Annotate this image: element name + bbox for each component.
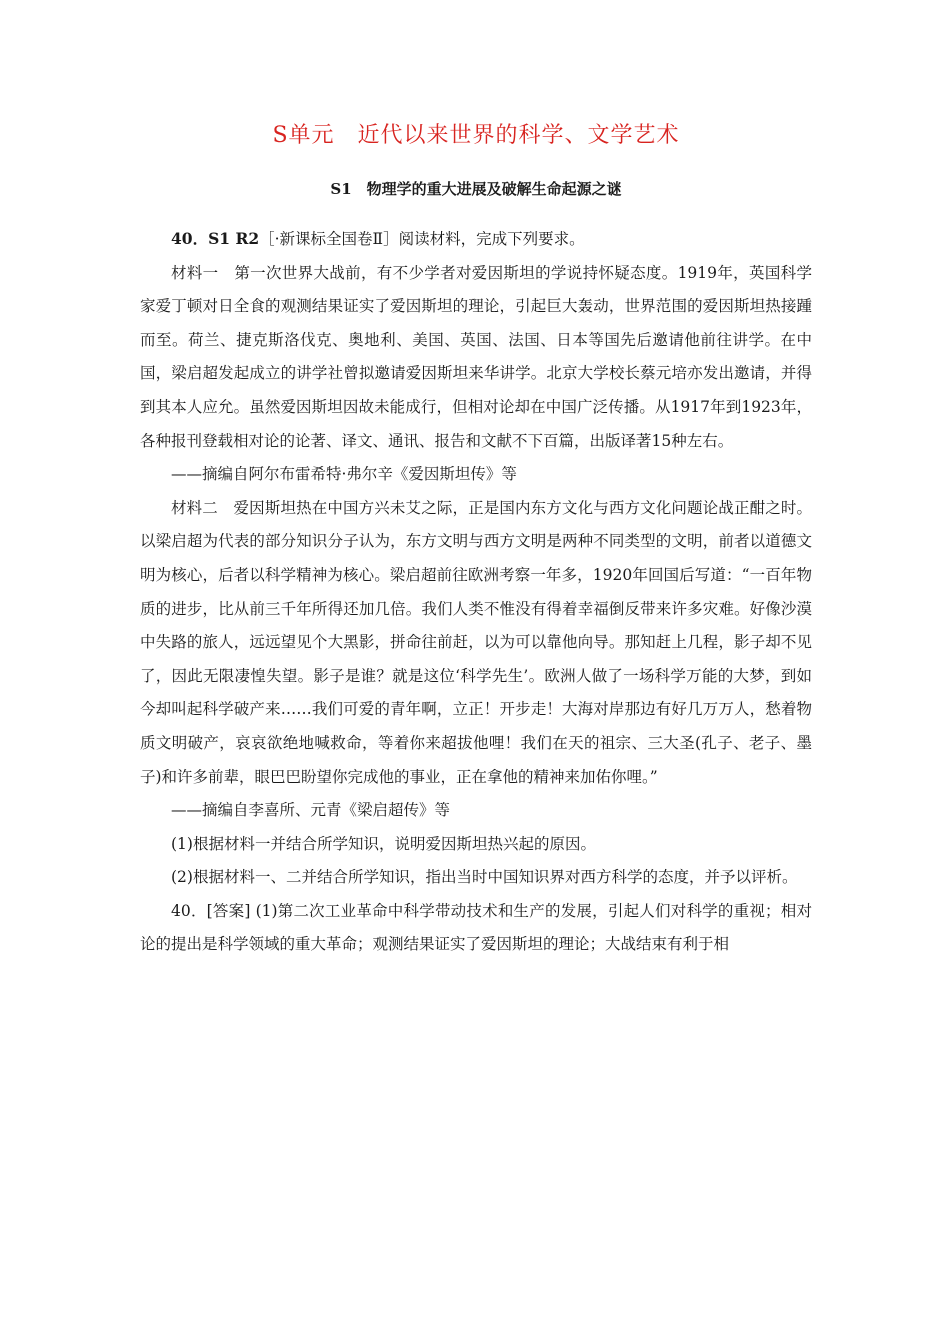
material-two-source: ——摘编自李喜所、元青《梁启超传》等 xyxy=(171,801,451,820)
document-body xyxy=(140,222,812,962)
question-instruction: 阅读材料，完成下列要求。 xyxy=(398,230,585,248)
material-two-text: 材料二 爱因斯坦热在中国方兴未艾之际，正是国内东方文化与西方文化问题论战正酣之时。以梁启超为代表的部分知识分子认为，东方文明与西方文明是两种不同类型的文明，前者以道德文明为核心，后者以科学精神为核心。梁启超前往欧洲考察一年多，1920年回国后写道：“一百年物质的进步，比从前三千年所得还加几倍。我们人类不惟没有得着幸福倒反带来许多灾难。好像沙漠中失路的旅人，远远望见个大黑影，拼命往前赶，以为可以靠他向导。那知赶上几程，影子却不见了，因此无限凄惶失望。影子是谁？就是这位‘科学先生’。欧洲人做了一场科学万能的大梦，到如今却叫起科学破产来……我们可爱的青年啊，立正！开步走！大海对岸那边有好几万万人，愁着物质文明破产，哀哀欲绝地喊救命，等着你来超拔他哩！我们在天的祖宗、三大圣(孔子、老子、墨子)和许多前辈，眼巴巴盼望你完成他的事业，正在拿他的精神来加佑你哩。” xyxy=(140,498,812,786)
material-one-text: 材料一 第一次世界大战前，有不少学者对爱因斯坦的学说持怀疑态度。1919年，英国科学家爱丁顿对日全食的观测结果证实了爱因斯坦的理论，引起巨大轰动，世界范围的爱因斯坦热接踵而至。荷兰、捷克斯洛伐克、奥地利、美国、英国、法国、日本等国先后邀请他前往讲学。在中国，梁启超发起成立的讲学社曾拟邀请爱因斯坦来华讲学。北京大学校长蔡元培亦发出邀请，并得到其本人应允。虽然爱因斯坦因故未能成行，但相对论却在中国广泛传播。从1917年到1923年，各种报刊登载相对论的论著、译文、通讯、报告和文献不下百篇，出版译著15种左右。 xyxy=(140,263,812,450)
question-header xyxy=(140,222,812,257)
question-source-tag: ［·新课标全国卷Ⅱ］ xyxy=(259,230,399,248)
section-subtitle: S1 物理学的重大进展及破解生命起源之谜 xyxy=(330,180,622,198)
question-number: 40．S1 R2 xyxy=(171,229,260,248)
sub-question-2: (2)根据材料一、二并结合所学知识，指出当时中国知识界对西方科学的态度，并予以评析。 xyxy=(171,868,798,887)
material-one-source: ——摘编自阿尔布雷希特·弗尔辛《爱因斯坦传》等 xyxy=(171,465,517,484)
sub-question-1: (1)根据材料一并结合所学知识，说明爱因斯坦热兴起的原因。 xyxy=(171,834,596,853)
answer-text: 40．[答案] (1)第二次工业革命中科学带动技术和生产的发展，引起人们对科学的重视；相对论的提出是科学领域的重大革命；观测结果证实了爱因斯坦的理论；大战结束有利于相 xyxy=(140,901,812,954)
page-title: S单元 近代以来世界的科学、文学艺术 xyxy=(272,123,680,148)
